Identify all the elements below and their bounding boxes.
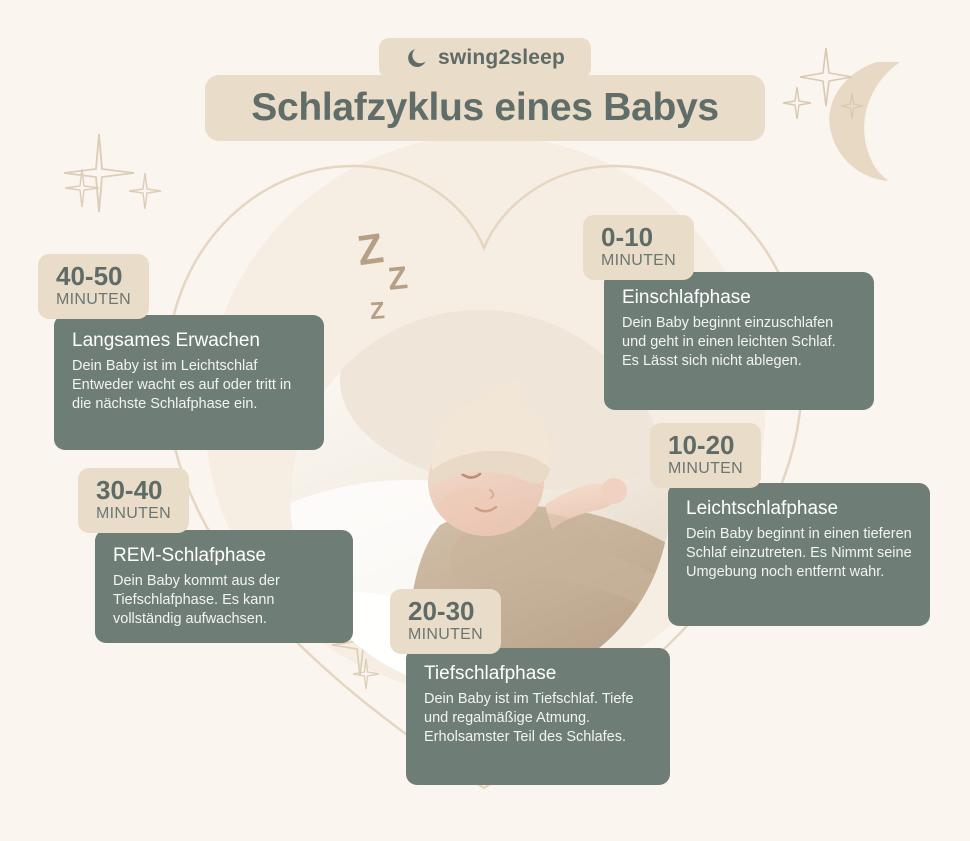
brand-logo[interactable] <box>379 38 591 78</box>
time-range: 40-50 <box>56 261 123 291</box>
time-unit: MINUTEN <box>601 252 676 270</box>
crescent-moon-icon <box>405 46 429 70</box>
phase-description: Dein Baby ist im Tiefschlaf. Tiefe und regalmäßige Atmung. Erholsamster Teil des Schlafes. <box>424 690 634 745</box>
time-unit: MINUTEN <box>408 626 483 644</box>
time-range: 0-10 <box>601 222 654 252</box>
svg-text:Z: Z <box>369 297 386 326</box>
time-range: 20-30 <box>408 596 475 626</box>
phase-body <box>54 315 324 450</box>
phase-body <box>95 530 353 643</box>
moon-icon <box>822 62 932 182</box>
sparkle-icon <box>62 132 136 214</box>
page-title: Schlafzyklus eines Babys <box>251 86 719 129</box>
time-range: 30-40 <box>96 475 163 505</box>
svg-text:Z: Z <box>386 259 410 297</box>
time-unit: MINUTEN <box>668 460 743 478</box>
phase-title: Tiefschlafphase <box>424 663 557 684</box>
svg-text:Z: Z <box>354 224 387 275</box>
time-chip <box>38 254 149 319</box>
brand-name: swing2sleep <box>437 46 566 69</box>
phase-description: Dein Baby beginnt einzuschlafen und geht in einen leichten Schlaf. Es Lässt sich nicht ablegen. <box>622 314 836 369</box>
phase-title: Langsames Erwachen <box>72 330 260 351</box>
phase-body <box>406 648 670 785</box>
phase-title: Einschlafphase <box>622 287 751 308</box>
page-title-banner <box>205 75 765 141</box>
time-chip <box>78 468 189 533</box>
time-range: 10-20 <box>668 430 735 460</box>
sparkle-icon <box>64 168 100 208</box>
time-unit: MINUTEN <box>56 291 131 309</box>
time-chip <box>390 589 501 654</box>
phase-description: Dein Baby beginnt in einen tieferen Schlaf einzutreten. Es Nimmt seine Umgebung noch entfernt wahr. <box>686 525 912 580</box>
time-chip <box>583 215 694 280</box>
phase-description: Dein Baby kommt aus der Tiefschlafphase. Es kann vollständig aufwachsen. <box>113 572 280 627</box>
phase-description: Dein Baby ist im Leichtschlaf Entweder wacht es auf oder tritt in die nächste Schlafphase ein. <box>72 357 292 412</box>
time-unit: MINUTEN <box>96 505 171 523</box>
phase-body <box>604 272 874 410</box>
zzz-icon <box>352 222 462 332</box>
sparkle-icon <box>782 86 812 120</box>
phase-body <box>668 483 930 626</box>
phase-title: REM-Schlafphase <box>113 545 267 566</box>
time-chip <box>650 423 761 488</box>
phase-title: Leichtschlafphase <box>686 498 839 519</box>
